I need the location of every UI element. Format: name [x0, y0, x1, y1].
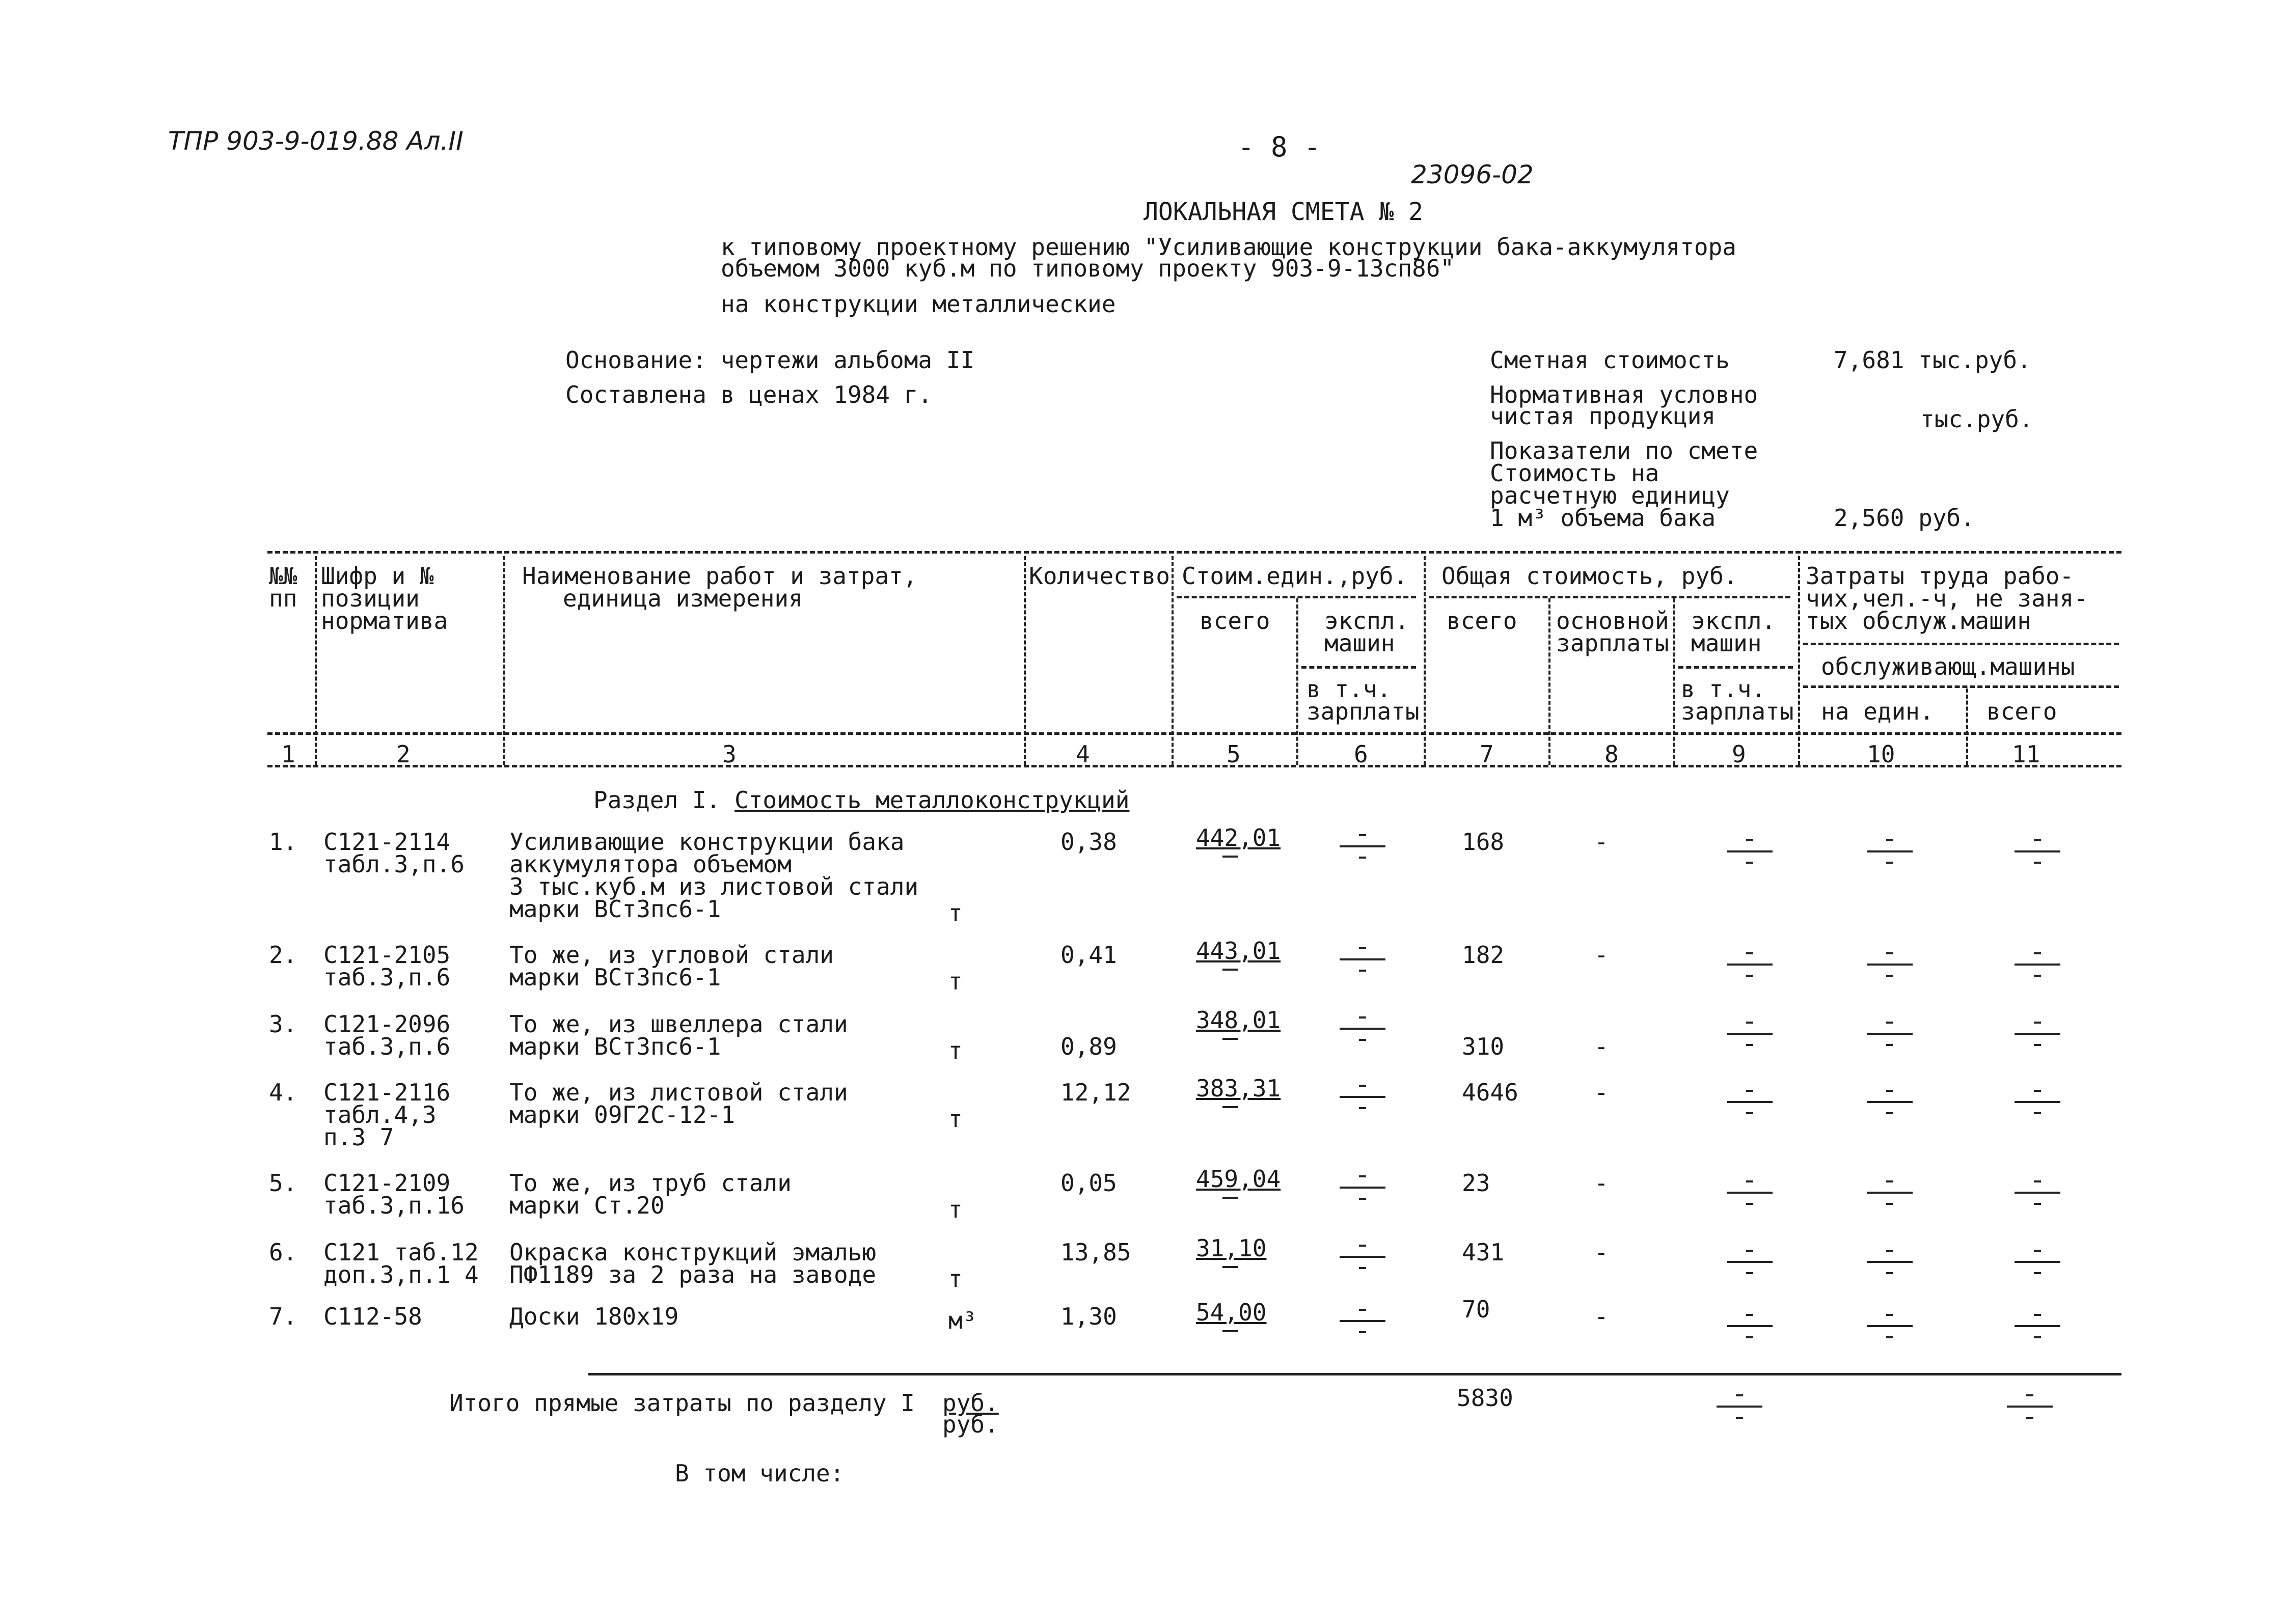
row-code-line1: С121-2096 — [323, 1010, 451, 1038]
row-code-line2: табл.3,п.6 — [323, 850, 465, 878]
row-wage-dash: - — [1594, 1079, 1609, 1106]
col-number-1: 1 — [281, 740, 295, 768]
row-total-cost: 310 — [1462, 1033, 1505, 1060]
row-name-line1: Окраска конструкций эмалью — [509, 1238, 877, 1266]
row-total-cost: 168 — [1462, 828, 1505, 856]
row-wage-dash: - — [1594, 828, 1609, 856]
row-number: 4. — [269, 1079, 297, 1106]
row-wage-dash: - — [1594, 941, 1609, 969]
row-col6-mark — [1340, 1245, 1385, 1275]
row-unit-price-sub-dash — [1222, 1197, 1238, 1199]
row-col11-mark — [2015, 1022, 2060, 1052]
row-name-line4: марки ВСт3пс6-1 — [509, 895, 721, 923]
row-col11-mark — [2015, 839, 2060, 870]
row-unit: м³ — [948, 1307, 977, 1334]
col-sep-9 — [1798, 556, 1800, 765]
row-col11-mark — [2015, 1180, 2060, 1211]
col-number-9: 9 — [1732, 740, 1746, 768]
row-code-line3: п.3 7 — [323, 1123, 394, 1151]
header-col9-line1: экспл. — [1691, 607, 1776, 635]
row-unit-price-sub-dash — [1222, 1330, 1238, 1332]
header-col1-line2: пп — [269, 585, 297, 612]
col-number-10: 10 — [1867, 740, 1895, 768]
totals-value: 5830 — [1457, 1384, 1513, 1412]
header-subrule-col9 — [1678, 666, 1793, 669]
including-label: В том числе: — [675, 1460, 845, 1487]
row-name-line1: То же, из швеллера стали — [509, 1010, 848, 1038]
col-number-4: 4 — [1076, 740, 1090, 768]
col-number-11: 11 — [2012, 740, 2040, 768]
row-col10-mark — [1867, 839, 1913, 870]
row-name-line2: марки ВСт3пс6-1 — [509, 964, 721, 991]
header-col7: всего — [1447, 607, 1517, 635]
row-col9-mark — [1727, 1022, 1773, 1052]
row-total-cost: 23 — [1462, 1169, 1490, 1197]
subtitle-line-2: объемом 3000 куб.м по типовому проекту 903-9-13сп86" — [721, 255, 1455, 282]
row-name-line1: То же, из угловой стали — [509, 941, 834, 969]
row-unit-price: 442,01 — [1196, 824, 1281, 851]
col-sep-4 — [1172, 556, 1174, 765]
row-unit: т — [948, 1196, 963, 1223]
normative-unit: тыс.руб. — [1920, 405, 2033, 433]
row-col9-mark — [1727, 1250, 1773, 1280]
header-labor-line4: обслуживающ.машины — [1821, 653, 2075, 680]
indicators-label-2: Стоимость на — [1490, 459, 1659, 487]
row-col10-mark — [1867, 1314, 1913, 1344]
row-col11-mark — [2015, 1090, 2060, 1120]
totals-unit-2: руб. — [942, 1411, 999, 1438]
header-total-cost: Общая стоимость, руб. — [1441, 562, 1738, 590]
row-unit-price-sub-dash — [1222, 969, 1238, 971]
header-col9-line4: зарплаты — [1681, 698, 1794, 725]
col-sep-1 — [315, 556, 317, 765]
row-unit: т — [948, 1105, 963, 1133]
row-quantity: 12,12 — [1060, 1079, 1131, 1106]
header-unit-cost: Стоим.един.,руб. — [1182, 562, 1408, 590]
header-col2-line1: Шифр и № — [321, 562, 434, 590]
subtitle-line-1: к типовому проектному решению "Усиливающие конструкции бака-аккумулятора — [721, 233, 1736, 261]
col-number-8: 8 — [1604, 740, 1619, 768]
row-name-line2: аккумулятора объемом — [509, 850, 792, 878]
row-number: 3. — [269, 1010, 297, 1038]
row-number: 6. — [269, 1238, 297, 1266]
row-col11-mark — [2015, 1314, 2060, 1344]
row-name-line1: Доски 180х19 — [509, 1303, 679, 1330]
row-code-line1: С121-2105 — [323, 941, 451, 969]
col-sep-2 — [503, 556, 505, 765]
price-basis: Составлена в ценах 1984 г. — [565, 381, 933, 408]
row-unit-price-sub-dash — [1222, 856, 1238, 858]
row-col10-mark — [1867, 1090, 1913, 1120]
header-col5: всего — [1200, 607, 1270, 635]
row-unit-price: 459,04 — [1196, 1165, 1281, 1193]
row-col6-mark — [1340, 1175, 1385, 1206]
col-number-6: 6 — [1354, 740, 1368, 768]
row-quantity: 0,38 — [1060, 828, 1117, 856]
header-bottom-rule — [267, 732, 2121, 735]
col-sep-6 — [1424, 556, 1426, 765]
header-col6-line4: зарплаты — [1307, 698, 1420, 725]
row-code-line1: С112-58 — [323, 1303, 422, 1330]
row-col6-mark — [1340, 1309, 1385, 1339]
section-title: Стоимость металлоконструкций — [734, 786, 1130, 814]
row-total-cost: 4646 — [1462, 1079, 1518, 1106]
header-col2-line2: позиции — [321, 585, 420, 612]
indicators-value: 2,560 руб. — [1834, 504, 1975, 532]
totals-rule — [588, 1373, 2121, 1375]
normative-label-1: Нормативная условно — [1490, 381, 1758, 408]
header-col3-line2: единица измерения — [563, 585, 803, 612]
header-labor-line1: Затраты труда рабо- — [1806, 562, 2074, 590]
row-col9-mark — [1727, 1314, 1773, 1344]
row-unit-price: 31,10 — [1196, 1234, 1267, 1262]
indicators-label-1: Показатели по смете — [1490, 437, 1758, 464]
header-col6-line3: в т.ч. — [1307, 675, 1392, 703]
row-number: 7. — [269, 1303, 297, 1330]
row-name-line2: ПФ1189 за 2 раза на заводе — [509, 1261, 877, 1288]
row-code-line2: таб.3,п.16 — [323, 1192, 465, 1219]
totals-col11-mark — [2007, 1394, 2053, 1425]
row-quantity: 0,05 — [1060, 1169, 1117, 1197]
row-total-cost: 70 — [1462, 1296, 1490, 1323]
row-number: 5. — [269, 1169, 297, 1197]
indicators-label-3: расчетную единицу — [1490, 482, 1730, 509]
row-col9-mark — [1727, 952, 1773, 983]
row-code-line1: С121-2109 — [323, 1169, 451, 1197]
totals-label: Итого прямые затраты по разделу I — [449, 1389, 915, 1417]
header-col11: всего — [1986, 698, 2057, 725]
col-number-2: 2 — [396, 740, 411, 768]
row-code-line2: таб.3,п.6 — [323, 964, 451, 991]
col-sep-7 — [1548, 598, 1550, 765]
header-col9-line2: машин — [1691, 629, 1762, 657]
header-col4: Количество — [1029, 562, 1170, 590]
row-unit: т — [948, 899, 963, 927]
row-name-line2: марки Ст.20 — [509, 1192, 665, 1219]
row-unit-price: 443,01 — [1196, 937, 1281, 965]
normative-label-2: чистая продукция — [1490, 402, 1716, 430]
row-code-line2: доп.3,п.1 4 — [323, 1261, 479, 1288]
col-sep-5 — [1296, 598, 1298, 765]
header-col8-line1: основной — [1556, 607, 1669, 635]
header-subrule-labor-2 — [1803, 685, 2119, 688]
row-name-line2: марки ВСт3пс6-1 — [509, 1033, 721, 1060]
estimate-cost-label: Сметная стоимость — [1490, 346, 1730, 374]
row-name-line1: То же, из листовой стали — [509, 1079, 848, 1106]
col-number-7: 7 — [1480, 740, 1494, 768]
row-col11-mark — [2015, 1250, 2060, 1280]
column-number-rule — [267, 765, 2121, 767]
row-wage-dash: - — [1594, 1303, 1609, 1330]
row-col10-mark — [1867, 1180, 1913, 1211]
row-col10-mark — [1867, 952, 1913, 983]
header-col1-line1: №№ — [269, 562, 297, 590]
header-col8-line2: зарплаты — [1556, 629, 1669, 657]
row-code-line1: С121-2116 — [323, 1079, 451, 1106]
row-col11-mark — [2015, 952, 2060, 983]
header-subrule-labor-1 — [1803, 643, 2119, 645]
row-number: 2. — [269, 941, 297, 969]
row-quantity: 1,30 — [1060, 1303, 1117, 1330]
row-name-line1: Усиливающие конструкции бака — [509, 828, 905, 856]
header-col3-line1: Наименование работ и затрат, — [522, 562, 917, 590]
col-number-5: 5 — [1227, 740, 1241, 768]
totals-unit-1: руб. — [942, 1389, 999, 1417]
row-quantity: 0,41 — [1060, 941, 1117, 969]
col-number-3: 3 — [722, 740, 737, 768]
page-number: - 8 - — [1238, 131, 1321, 163]
row-total-cost: 182 — [1462, 941, 1505, 969]
row-unit-price: 54,00 — [1196, 1299, 1267, 1326]
row-col10-mark — [1867, 1250, 1913, 1280]
row-col6-mark — [1340, 834, 1385, 865]
row-col6-mark — [1340, 947, 1385, 978]
header-subrule-unit-cost — [1177, 596, 1416, 598]
row-unit-price-sub-dash — [1222, 1106, 1238, 1108]
row-col9-mark — [1727, 839, 1773, 870]
table-top-rule — [267, 551, 2121, 554]
row-name-line3: 3 тыс.куб.м из листовой стали — [509, 873, 919, 900]
row-unit-price-sub-dash — [1222, 1038, 1238, 1040]
row-col9-mark — [1727, 1090, 1773, 1120]
header-col6-line1: экспл. — [1324, 607, 1409, 635]
row-col9-mark — [1727, 1180, 1773, 1211]
row-unit: т — [948, 1265, 963, 1292]
row-wage-dash: - — [1594, 1238, 1609, 1266]
header-subrule-col6 — [1301, 666, 1416, 669]
document-number: 23096-02 — [1411, 160, 1534, 189]
row-unit-price-sub-dash — [1222, 1266, 1238, 1268]
row-code-line2: табл.4,3 — [323, 1101, 437, 1128]
row-total-cost: 431 — [1462, 1238, 1505, 1266]
header-col2-line3: норматива — [321, 607, 448, 635]
row-code-line1: С121-2114 — [323, 828, 451, 856]
row-code-line2: таб.3,п.6 — [323, 1033, 451, 1060]
header-col9-line3: в т.ч. — [1681, 675, 1766, 703]
row-unit-price: 383,31 — [1196, 1075, 1281, 1102]
row-col10-mark — [1867, 1022, 1913, 1052]
row-col6-mark — [1340, 1016, 1385, 1047]
header-col6-line2: машин — [1324, 629, 1395, 657]
row-name-line2: марки 09Г2С-12-1 — [509, 1101, 736, 1128]
row-unit: т — [948, 1037, 963, 1064]
totals-col9-mark — [1717, 1394, 1762, 1425]
col-sep-10 — [1966, 689, 1968, 765]
row-name-line1: То же, из труб стали — [509, 1169, 792, 1197]
indicators-label-4: 1 м³ объема бака — [1490, 504, 1716, 532]
row-quantity: 13,85 — [1060, 1238, 1131, 1266]
row-unit-price: 348,01 — [1196, 1006, 1281, 1034]
row-wage-dash: - — [1594, 1033, 1609, 1060]
row-number: 1. — [269, 828, 297, 856]
col-sep-8 — [1673, 598, 1675, 765]
section-label: Раздел I. — [593, 786, 721, 814]
basis: Основание: чертежи альбома II — [565, 346, 975, 374]
row-unit: т — [948, 968, 963, 995]
document-code: ТПР 903-9-019.88 Ал.II — [168, 126, 464, 156]
subtitle-line-3: на конструкции металлические — [721, 290, 1116, 318]
header-subrule-total-cost — [1429, 596, 1790, 598]
row-wage-dash: - — [1594, 1169, 1609, 1197]
row-col6-mark — [1340, 1085, 1385, 1115]
estimate-cost-value: 7,681 тыс.руб. — [1834, 346, 2031, 374]
row-quantity: 0,89 — [1060, 1033, 1117, 1060]
header-col10: на един. — [1821, 698, 1934, 725]
header-labor-line2: чих,чел.-ч, не заня- — [1806, 585, 2088, 612]
estimate-title: ЛОКАЛЬНАЯ СМЕТА № 2 — [1144, 198, 1424, 226]
header-labor-line3: тых обслуж.машин — [1806, 607, 2032, 635]
col-sep-3 — [1024, 556, 1026, 765]
row-code-line1: С121 таб.12 — [323, 1238, 479, 1266]
